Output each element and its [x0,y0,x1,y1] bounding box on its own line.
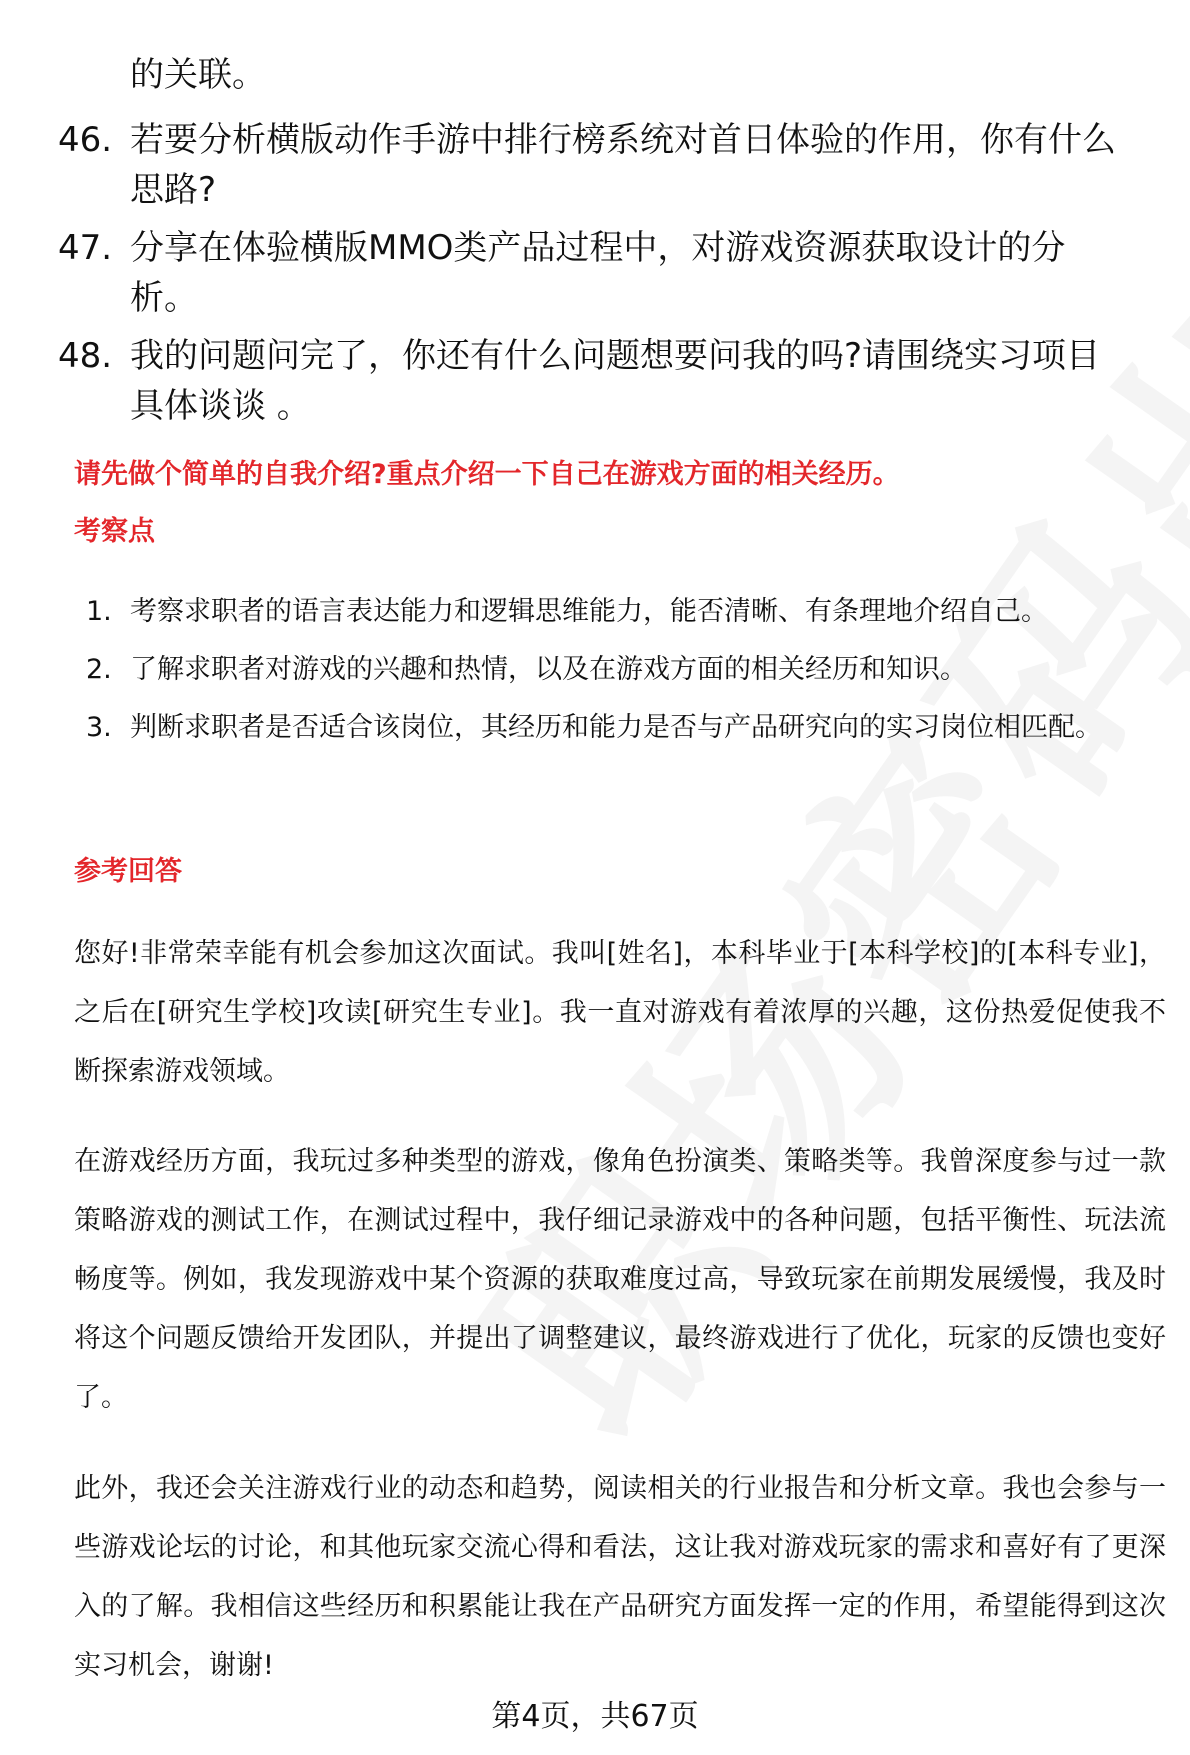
list-item-text: 判断求职者是否适合该岗位，其经历和能力是否与产品研究向的实习岗位相匹配。 [130,712,1102,743]
page-footer: 第4页，共67页 [491,1699,699,1734]
question-number: 46. [58,120,113,160]
question-45-continuation: 的关联。 [130,55,266,95]
assessment-list [86,583,1166,757]
list-item-number: 2. [86,654,112,685]
list-item-number: 3. [86,712,112,743]
list-item [86,699,1166,757]
list-item-text: 了解求职者对游戏的兴趣和热情，以及在游戏方面的相关经历和知识。 [130,654,967,685]
interview-question-heading: 请先做个简单的自我介绍?重点介绍一下自己在游戏方面的相关经历。 [74,459,900,490]
answer-paragraph: 此外，我还会关注游戏行业的动态和趋势，阅读相关的行业报告和分析文章。我也会参与一些游戏论坛的讨论，和其他玩家交流心得和看法，这让我对游戏玩家的需求和喜好有了更深入的了解。我相信这些经历和积累能让我在产品研究方面发挥一定的作用，希望能得到这次实习机会，谢谢! [74,1473,1166,1681]
list-item-text: 考察求职者的语言表达能力和逻辑思维能力，能否清晰、有条理地介绍自己。 [130,596,1048,627]
question-text: 我的问题问完了，你还有什么问题想要问我的吗?请围绕实习项目具体谈谈 。 [130,336,1101,426]
list-item [86,583,1166,641]
question-text: 分享在体验横版MMO类产品过程中，对游戏资源获取设计的分析。 [130,228,1066,318]
answer-paragraph: 在游戏经历方面，我玩过多种类型的游戏，像角色扮演类、策略类等。我曾深度参与过一款策略游戏的测试工作，在测试过程中，我仔细记录游戏中的各种问题，包括平衡性、玩法流畅度等。例如，我发现游戏中某个资源的获取难度过高，导致玩家在前期发展缓慢，我及时将这个问题反馈给开发团队，并提出了调整建议，最终游戏进行了优化，玩家的反馈也变好了。 [74,1146,1166,1413]
assessment-heading: 考察点 [74,516,155,547]
answer-paragraph: 您好!非常荣幸能有机会参加这次面试。我叫[姓名]，本科毕业于[本科学校]的[本科专业]，之后在[研究生学校]攻读[研究生专业]。我一直对游戏有着浓厚的兴趣，这份热爱促使我不断探索游戏领域。 [74,938,1166,1087]
question-item [58,331,1158,431]
question-number: 48. [58,336,113,376]
question-number: 47. [58,228,113,268]
answer-heading: 参考回答 [74,856,182,887]
list-item [86,641,1166,699]
question-item [58,223,1158,323]
list-item-number: 1. [86,596,112,627]
question-text: 若要分析横版动作手游中排行榜系统对首日体验的作用，你有什么思路? [130,120,1116,210]
question-item [58,115,1158,215]
